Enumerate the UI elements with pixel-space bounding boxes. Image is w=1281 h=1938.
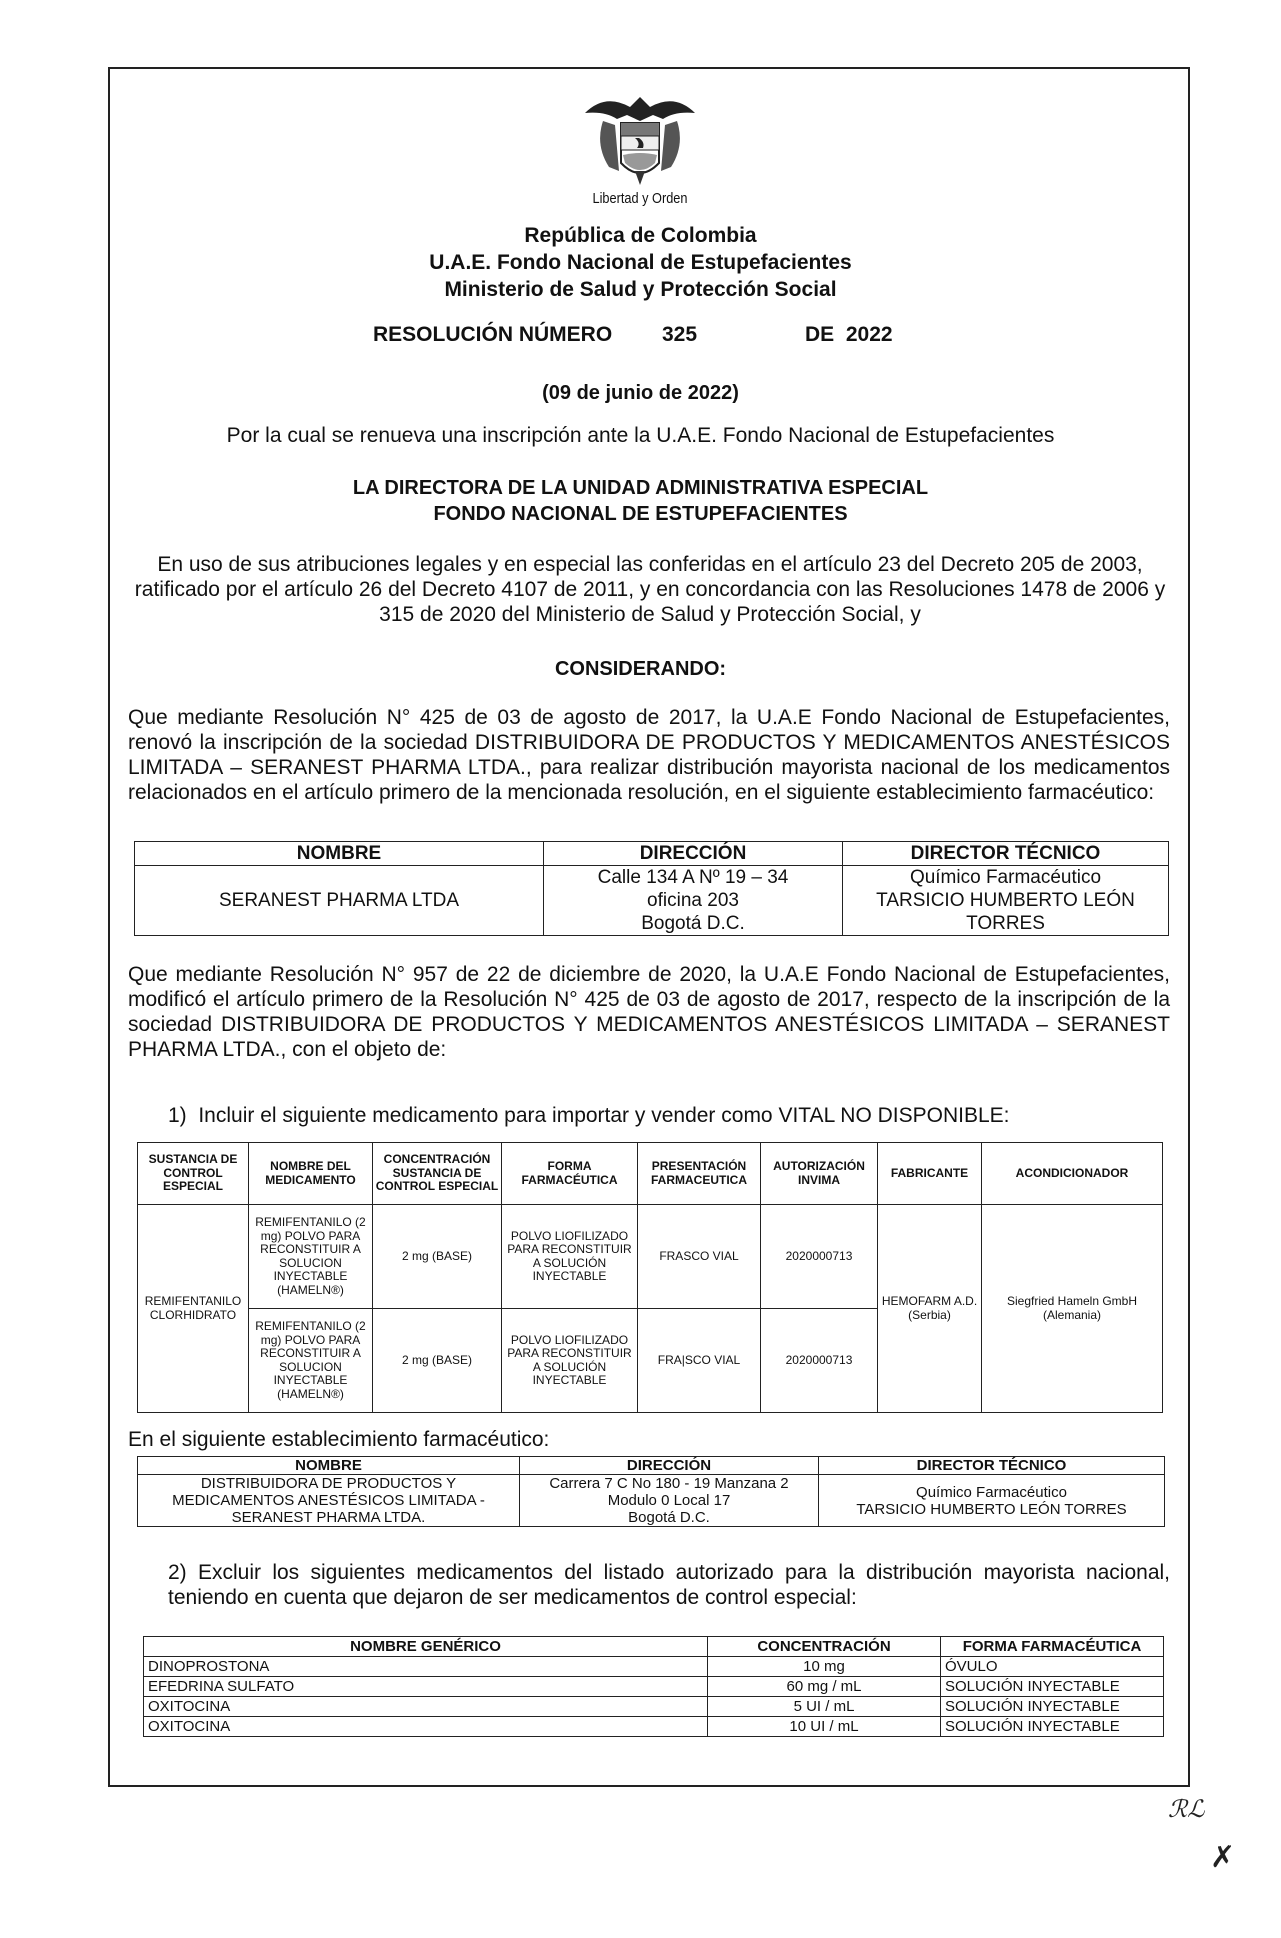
cell-director: Químico Farmacéutico TARSICIO HUMBERTO LEÓN TORRES bbox=[843, 866, 1169, 936]
cell-direccion: Calle 134 A Nº 19 – 34 oficina 203 Bogotá D.C. bbox=[544, 866, 843, 936]
cell-fabricante: HEMOFARM A.D. (Serbia) bbox=[878, 1205, 982, 1413]
table-row bbox=[135, 866, 1169, 936]
cell-concentracion: 2 mg (BASE) bbox=[373, 1205, 502, 1309]
cell-director: Químico Farmacéutico TARSICIO HUMBERTO LEÓN TORRES bbox=[819, 1475, 1165, 1527]
table-row bbox=[144, 1657, 1164, 1677]
cell-acondicionador: Siegfried Hameln GmbH (Alemania) bbox=[982, 1205, 1163, 1413]
cell-presentacion: FRASCO VIAL bbox=[638, 1205, 761, 1309]
item-1: 1) Incluir el siguiente medicamento para importar y vender como VITAL NO DISPONIBLE: bbox=[168, 1104, 1010, 1127]
header-nombre-generico: NOMBRE GENÉRICO bbox=[144, 1637, 708, 1657]
colombia-coat-of-arms-icon bbox=[575, 85, 705, 190]
cell-medicamento: REMIFENTANILO (2 mg) POLVO PARA RECONSTITUIR A SOLUCION INYECTABLE (HAMELN®) bbox=[249, 1309, 373, 1413]
cell-forma: POLVO LIOFILIZADO PARA RECONSTITUIR A SOLUCIÓN INYECTABLE bbox=[502, 1205, 638, 1309]
cell-forma: SOLUCIÓN INYECTABLE bbox=[941, 1717, 1164, 1737]
resolution-year: DE 2022 bbox=[805, 323, 893, 346]
establishment-table-1 bbox=[134, 841, 1169, 936]
cell-invima: 2020000713 bbox=[761, 1309, 878, 1413]
cell-nombre: EFEDRINA SULFATO bbox=[144, 1677, 708, 1697]
cell-nombre: OXITOCINA bbox=[144, 1697, 708, 1717]
header-concentracion: CONCENTRACIÓN SUSTANCIA DE CONTROL ESPECIAL bbox=[373, 1143, 502, 1205]
considerando-title: CONSIDERANDO: bbox=[554, 658, 727, 680]
cell-presentacion: FRA|SCO VIAL bbox=[638, 1309, 761, 1413]
header-fabricante: FABRICANTE bbox=[878, 1143, 982, 1205]
resolution-date: (09 de junio de 2022) bbox=[542, 382, 739, 404]
establishment-intro: En el siguiente establecimiento farmacéutico: bbox=[128, 1428, 550, 1451]
header-medicamento: NOMBRE DEL MEDICAMENTO bbox=[249, 1143, 373, 1205]
resolution-subject: Por la cual se renueva una inscripción ante la U.A.E. Fondo Nacional de Estupefacientes bbox=[226, 424, 1055, 447]
preamble: En uso de sus atribuciones legales y en especial las conferidas en el artículo 23 del Decreto 205 de 2003, ratificado por el artículo 26 del Decreto 4107 de 2011, y en concordancia con las Resoluciones 1478 de 2006 y 315 de 2020 del Ministerio de Salud y Protección Social, y bbox=[134, 553, 1166, 626]
cell-forma: POLVO LIOFILIZADO PARA RECONSTITUIR A SOLUCIÓN INYECTABLE bbox=[502, 1309, 638, 1413]
header-direccion: DIRECCIÓN bbox=[544, 842, 843, 866]
table-row bbox=[144, 1697, 1164, 1717]
header-invima: AUTORIZACIÓN INVIMA bbox=[761, 1143, 878, 1205]
cell-concentracion: 2 mg (BASE) bbox=[373, 1309, 502, 1413]
table-row bbox=[144, 1717, 1164, 1737]
table-row bbox=[144, 1677, 1164, 1697]
cell-concentracion: 60 mg / mL bbox=[708, 1677, 941, 1697]
cell-nombre: DINOPROSTONA bbox=[144, 1657, 708, 1677]
header-acondicionador: ACONDICIONADOR bbox=[982, 1143, 1163, 1205]
medication-table bbox=[137, 1142, 1163, 1413]
table-row bbox=[138, 1205, 1163, 1309]
cell-nombre: SERANEST PHARMA LTDA bbox=[135, 866, 544, 936]
cell-concentracion: 10 mg bbox=[708, 1657, 941, 1677]
header-nombre: NOMBRE bbox=[135, 842, 544, 866]
cell-nombre: DISTRIBUIDORA DE PRODUCTOS Y MEDICAMENTOS ANESTÉSICOS LIMITADA - SERANEST PHARMA LTDA. bbox=[138, 1475, 520, 1527]
establishment-table-2 bbox=[137, 1456, 1165, 1527]
paragraph-1: Que mediante Resolución N° 425 de 03 de agosto de 2017, la U.A.E Fondo Nacional de Estupefacientes, renovó la inscripción de la sociedad DISTRIBUIDORA DE PRODUCTOS Y MEDICAMENTOS ANESTÉSICOS LIMITADA – SERANEST PHARMA LTDA., para realizar distribución mayorista nacional de los medicamentos relacionados en el artículo primero de la mencionada resolución, en el siguiente establecimiento farmacéutico: bbox=[128, 706, 1170, 804]
country-title: República de Colombia bbox=[524, 224, 757, 247]
ministry-title: Ministerio de Salud y Protección Social bbox=[444, 278, 837, 301]
cell-forma: SOLUCIÓN INYECTABLE bbox=[941, 1697, 1164, 1717]
table-row bbox=[138, 1475, 1165, 1527]
cell-direccion: Carrera 7 C No 180 - 19 Manzana 2 Modulo 0 Local 17 Bogotá D.C. bbox=[520, 1475, 819, 1527]
authority-line-1: LA DIRECTORA DE LA UNIDAD ADMINISTRATIVA ESPECIAL bbox=[352, 477, 929, 499]
authority-line-2: FONDO NACIONAL DE ESTUPEFACIENTES bbox=[433, 503, 848, 525]
motto: Libertad y Orden bbox=[592, 190, 688, 207]
cell-nombre: OXITOCINA bbox=[144, 1717, 708, 1737]
cell-concentracion: 10 UI / mL bbox=[708, 1717, 941, 1737]
header-forma: FORMA FARMACÉUTICA bbox=[502, 1143, 638, 1205]
header-director: DIRECTOR TÉCNICO bbox=[819, 1457, 1165, 1475]
header-concentracion: CONCENTRACIÓN bbox=[708, 1637, 941, 1657]
header-forma: FORMA FARMACÉUTICA bbox=[941, 1637, 1164, 1657]
cell-invima: 2020000713 bbox=[761, 1205, 878, 1309]
resolution-number: 325 bbox=[662, 323, 698, 346]
header-presentacion: PRESENTACIÓN FARMACEUTICA bbox=[638, 1143, 761, 1205]
header-nombre: NOMBRE bbox=[138, 1457, 520, 1475]
paragraph-2: Que mediante Resolución N° 957 de 22 de diciembre de 2020, la U.A.E Fondo Nacional de Estupefacientes, modificó el artículo primero de la Resolución N° 425 de 03 de agosto de 2017, respecto de la inscripción de la sociedad DISTRIBUIDORA DE PRODUCTOS Y MEDICAMENTOS ANESTÉSICOS LIMITADA – SERANEST PHARMA LTDA., con el objeto de: bbox=[128, 963, 1170, 1061]
cell-medicamento: REMIFENTANILO (2 mg) POLVO PARA RECONSTITUIR A SOLUCION INYECTABLE (HAMELN®) bbox=[249, 1205, 373, 1309]
resolution-label: RESOLUCIÓN NÚMERO bbox=[373, 323, 613, 346]
header-direccion: DIRECCIÓN bbox=[520, 1457, 819, 1475]
entity-title: U.A.E. Fondo Nacional de Estupefacientes bbox=[429, 251, 852, 274]
cell-forma: SOLUCIÓN INYECTABLE bbox=[941, 1677, 1164, 1697]
cell-sustancia: REMIFENTANILO CLORHIDRATO bbox=[138, 1205, 249, 1413]
cell-concentracion: 5 UI / mL bbox=[708, 1697, 941, 1717]
cell-forma: ÓVULO bbox=[941, 1657, 1164, 1677]
handwritten-mark: ✗ bbox=[1210, 1840, 1236, 1875]
header-sustancia: SUSTANCIA DE CONTROL ESPECIAL bbox=[138, 1143, 249, 1205]
handwritten-initials: ℛℒ bbox=[1168, 1795, 1205, 1823]
excluded-medications-table bbox=[143, 1636, 1164, 1737]
header-director: DIRECTOR TÉCNICO bbox=[843, 842, 1169, 866]
item-2: 2) Excluir los siguientes medicamentos del listado autorizado para la distribución mayorista nacional, teniendo en cuenta que dejaron de ser medicamentos de control especial: bbox=[168, 1561, 1170, 1609]
